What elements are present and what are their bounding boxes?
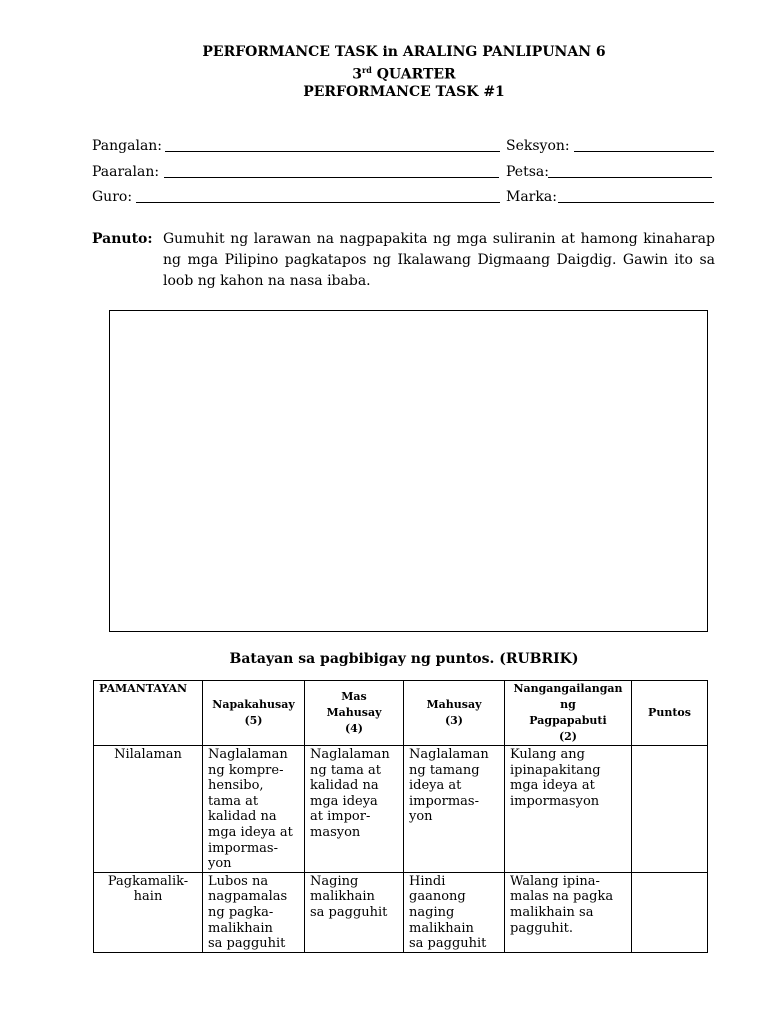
seksyon-blank[interactable] [574,151,714,152]
paaralan-blank[interactable] [164,177,499,178]
marka-blank[interactable] [558,202,714,203]
rubric-header-row [94,681,708,746]
rubric-cell: Hindi gaanong naging malikhain sa pagguhit [404,872,505,952]
instructions-label: Panuto: [92,231,153,247]
title-line-3: PERFORMANCE TASK #1 [303,84,505,100]
quarter-number: 3 [352,66,363,83]
rubric-criterion: Pagkamalik- hain [94,872,203,952]
rubric-criterion: Nilalaman [94,746,203,873]
quarter-ordinal-suffix: rd [362,65,372,75]
rubric-cell: Naging malikhain sa pagguhit [305,872,404,952]
rubric-header-cell: Nangangailangan ng Pagpapabuti (2) [505,681,632,746]
instructions [92,229,715,292]
guro-label: Guro: [92,189,133,205]
rubric-cell: Naglalaman ng tamang ideya at impormas- yon [404,746,505,873]
petsa-label: Petsa: [506,164,549,180]
quarter-label: QUARTER [371,66,456,83]
rubric-header-cell: Puntos [632,681,708,746]
rubric-header-cell: Mas Mahusay (4) [305,681,404,746]
guro-blank[interactable] [136,202,500,203]
rubric-table [93,680,708,953]
title-line-2 [0,65,768,83]
rubric-title: Batayan sa pagbibigay ng puntos. (RUBRIK) [229,651,579,667]
rubric-row-nilalaman [94,746,708,873]
drawing-box[interactable] [109,310,708,632]
title-line-1: PERFORMANCE TASK in ARALING PANLIPUNAN 6 [202,44,606,60]
rubric-cell: Naglalaman ng kompre- hensibo, tama at kalidad na mga ideya at impormas- yon [203,746,305,873]
pangalan-blank[interactable] [165,151,500,152]
rubric-header-cell: PAMANTAYAN [94,681,203,746]
petsa-blank[interactable] [548,177,712,178]
rubric-score-cell[interactable] [632,746,708,873]
rubric-header-cell: Napakahusay (5) [203,681,305,746]
pangalan-label: Pangalan: [92,138,163,154]
rubric-score-cell[interactable] [632,872,708,952]
rubric-cell: Walang ipina- malas na pagka malikhain sa pagguhit. [505,872,632,952]
rubric-row-pagkamalikhain [94,872,708,952]
rubric-cell: Lubos na nagpamalas ng pagka- malikhain sa pagguhit [203,872,305,952]
marka-label: Marka: [506,189,557,205]
instructions-text: Gumuhit ng larawan na nagpapakita ng mga suliranin at hamong kinaharap ng mga Pilipino pagkatapos ng Ikalawang Digmaang Daigdig. Gawin ito sa loob ng kahon na nasa ibaba. [163,231,715,289]
seksyon-label: Seksyon: [506,138,570,154]
rubric-cell: Naglalaman ng tama at kalidad na mga ideya at impor- masyon [305,746,404,873]
paaralan-label: Paaralan: [92,164,160,180]
rubric-cell: Kulang ang ipinapakitang mga ideya at impormasyon [505,746,632,873]
rubric-header-cell: Mahusay (3) [404,681,505,746]
